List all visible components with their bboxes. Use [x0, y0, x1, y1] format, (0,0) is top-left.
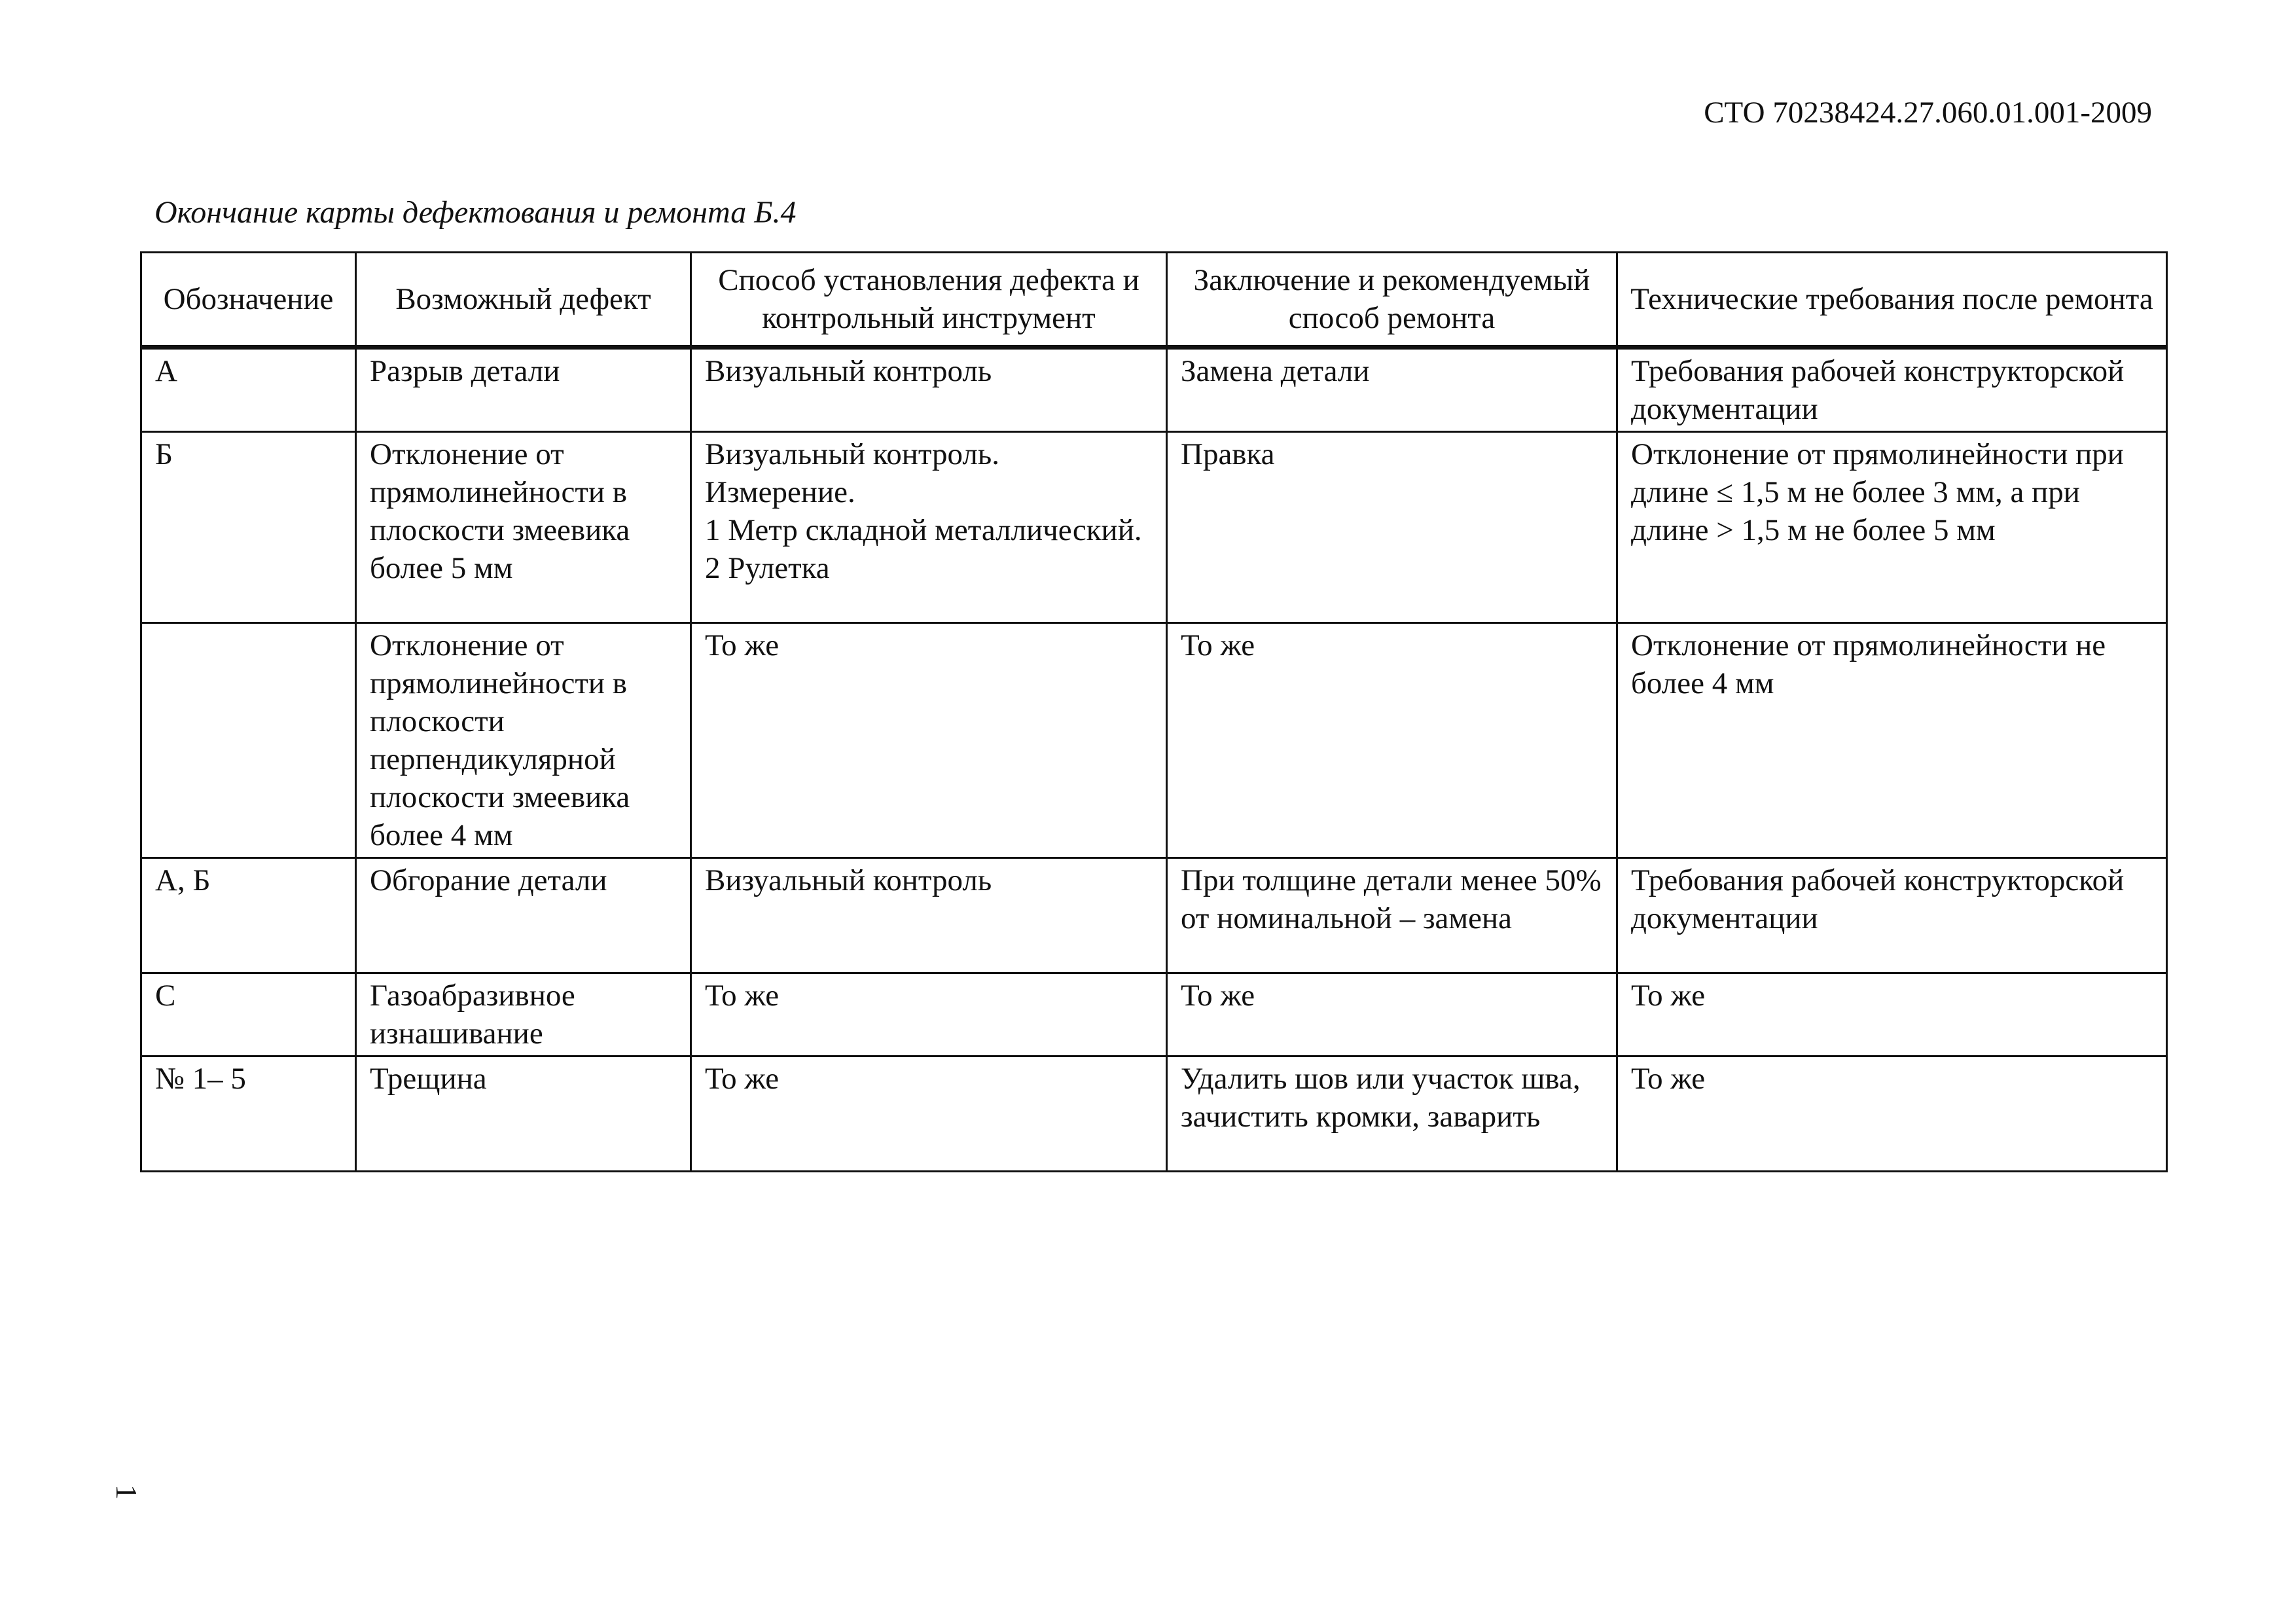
cell-designation: Б — [141, 432, 356, 623]
cell-defect: Трещина — [356, 1056, 691, 1172]
cell-designation: А — [141, 348, 356, 432]
cell-requirements: Отклонение от прямолинейности не более 4 мм — [1617, 623, 2167, 858]
cell-defect: Газоабразивное изнашивание — [356, 973, 691, 1056]
cell-method: То же — [691, 973, 1167, 1056]
table-header-row — [141, 253, 2167, 348]
cell-conclusion: То же — [1167, 973, 1617, 1056]
cell-designation — [141, 623, 356, 858]
cell-method: Визуальный контроль. Измерение. 1 Метр складной металлический. 2 Рулетка — [691, 432, 1167, 623]
cell-defect: Разрыв детали — [356, 348, 691, 432]
cell-requirements: Требования рабочей конструкторской документации — [1617, 858, 2167, 973]
cell-requirements: То же — [1617, 973, 2167, 1056]
cell-defect: Обгорание детали — [356, 858, 691, 973]
cell-designation: А, Б — [141, 858, 356, 973]
table-row — [141, 973, 2167, 1056]
column-header-conclusion-repair: Заключение и рекомендуемый способ ремонта — [1167, 253, 1617, 348]
cell-defect: Отклонение от прямолинейности в плоскости перпендикулярной плоскости змеевика более 4 мм — [356, 623, 691, 858]
cell-conclusion: То же — [1167, 623, 1617, 858]
cell-designation: № 1– 5 — [141, 1056, 356, 1172]
cell-conclusion: Замена детали — [1167, 348, 1617, 432]
cell-requirements: То же — [1617, 1056, 2167, 1172]
cell-defect: Отклонение от прямолинейности в плоскости змеевика более 5 мм — [356, 432, 691, 623]
cell-method: То же — [691, 623, 1167, 858]
table-row — [141, 623, 2167, 858]
cell-conclusion: Правка — [1167, 432, 1617, 623]
table-row — [141, 432, 2167, 623]
defect-repair-table — [140, 251, 2168, 1172]
column-header-possible-defect: Возможный дефект — [356, 253, 691, 348]
cell-requirements: Отклонение от прямолинейности при длине ≤ 1,5 м не более 3 мм, а при длине > 1,5 м не более 5 мм — [1617, 432, 2167, 623]
table-row — [141, 348, 2167, 432]
table-row — [141, 1056, 2167, 1172]
cell-conclusion: При толщине детали менее 50% от номинальной – замена — [1167, 858, 1617, 973]
cell-requirements: Требования рабочей конструкторской документации — [1617, 348, 2167, 432]
cell-method: Визуальный контроль — [691, 348, 1167, 432]
page-number: 1 — [110, 1485, 143, 1500]
column-header-technical-requirements: Технические требования после ремонта — [1617, 253, 2167, 348]
table-row — [141, 858, 2167, 973]
column-header-designation: Обозначение — [141, 253, 356, 348]
column-header-detection-method: Способ установления дефекта и контрольный инструмент — [691, 253, 1167, 348]
cell-conclusion: Удалить шов или участок шва, зачистить кромки, заварить — [1167, 1056, 1617, 1172]
document-code: СТО 70238424.27.060.01.001-2009 — [1704, 96, 2152, 130]
cell-designation: С — [141, 973, 356, 1056]
cell-method: То же — [691, 1056, 1167, 1172]
cell-method: Визуальный контроль — [691, 858, 1167, 973]
table-caption: Окончание карты дефектования и ремонта Б.4 — [154, 195, 797, 230]
